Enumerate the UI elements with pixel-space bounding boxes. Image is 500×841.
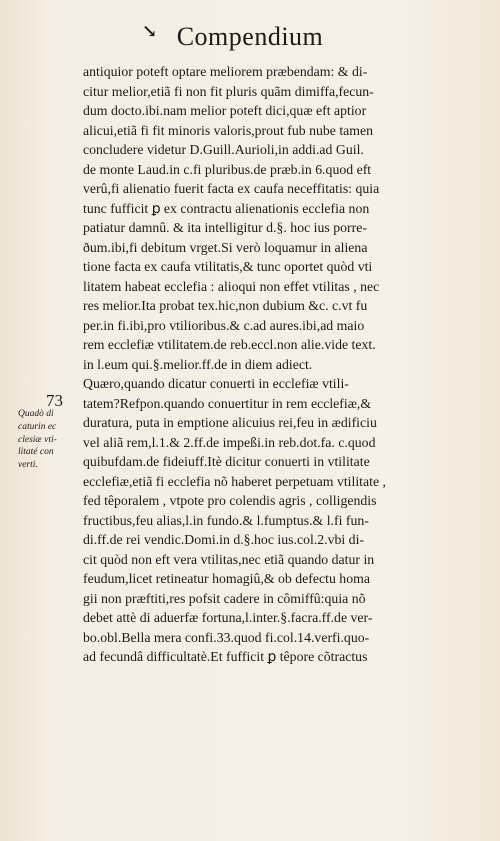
text-line: ad fecundâ difficultatè.Et fufficit ꝑ têpore cõtractus [83,649,368,664]
marginal-note-line: verti. [18,460,38,471]
text-line: quibufdam.de fideiuff.Itè dicitur conuerti in vtilitate [83,454,370,469]
marginal-note-line: caturin ec [18,421,57,432]
text-line: debet attè di aduerfæ fortuna,l.inter.§.facra.ff.de ver- [83,610,373,625]
text-line: litatem habeat ecclefia : alioqui non effet vtilitas , nec [83,278,380,294]
text-line: vel aliã rem,l.1.& 2.ff.de impeßi.in reb.dot.fa. c.quod [83,434,376,450]
text-line: citur melior,etiã fi non fit pluris quãm dimiffa,fecun- [83,83,374,99]
text-line: fed têporalem , vtpote pro colendis agris , colligendis [83,493,377,508]
text-line: alicui,etiã fi fit minoris valoris,prout fub nube tamen [83,122,374,138]
text-line: feudum,licet retineatur homagiû,& ob defectu homa [83,571,370,586]
text-line: in l.eum qui.§.melior.ff.de in diem adiect. [83,356,313,372]
text-line: tatem?Refpon.quando conuertitur in rem ecclefiæ,& [83,395,372,411]
text-line: gii non præftiti,res pofsit cadere in cômiffû:quia nõ [83,590,366,606]
text-line: rem ecclefiæ vtilitatem.de reb.eccl.non alie.vide text. [83,337,376,352]
text-line: per.in fi.ibi,pro vtilioribus.& c.ad aures.ibi,ad maio [83,317,365,333]
marginal-note [18,408,84,472]
text-line: bo.obl.Bella mera confi.33.quod fi.col.14.verfi.quo- [83,629,370,645]
running-head: Compendium [176,22,324,51]
marginal-note-line: litaté con [18,447,54,458]
text-line: dum docto.ibi.nam melior poteft dici,quæ eft aptior [83,103,367,118]
corner-mark: ↘ [142,21,158,41]
text-line: verû,fi alienatio fuerit facta ex caufa neceffitatis: quia [83,181,380,196]
marginal-note-line: clesiæ vti- [18,434,57,445]
section-number: 73 [46,391,63,410]
text-line: de monte Laud.in c.fi pluribus.de præb.in 6.quod eft [83,161,372,177]
main-text-block [83,62,467,667]
text-line: antiquior poteft optare meliorem præbendam: & di- [83,64,368,79]
text-line: concludere videtur D.Guill.Aurioli,in addi.ad Guil. [83,142,364,157]
text-line: patiatur damnû. & ita intelligitur d.§. hoc ius porre- [83,220,367,235]
text-line: duratura, puta in emptione alicuius rei,feu in ædificiu [83,415,377,430]
text-line: res melior.Ita probat tex.hic,non dubium &c. c.vt fu [83,298,368,313]
text-line: Quæro,quando dicatur conuerti in ecclefiæ vtili- [83,376,349,391]
text-line: ðum.ibi,fi debitum vrget.Si verò loquamur in aliena [83,239,368,255]
marginal-note-line: Quadò di [18,409,54,419]
text-line: ecclefiæ,etiã fi ecclefia nõ haberet perpetuam vtilitate , [83,473,386,489]
text-line: fructibus,feu alias,l.in fundo.& l.fumptus.& l.fi fun- [83,512,369,528]
text-line: di.ff.de rei vendic.Domi.in d.§.hoc ius.col.2.vbi di- [83,532,364,547]
text-line: cit quòd non eft vera vtilitas,nec etiã quando datur in [83,551,375,567]
text-line: tione facta ex caufa vtilitatis,& tunc oportet quòd vti [83,259,373,274]
text-line: tunc fufficit ꝑ ex contractu alienationis ecclefia non [83,200,370,216]
